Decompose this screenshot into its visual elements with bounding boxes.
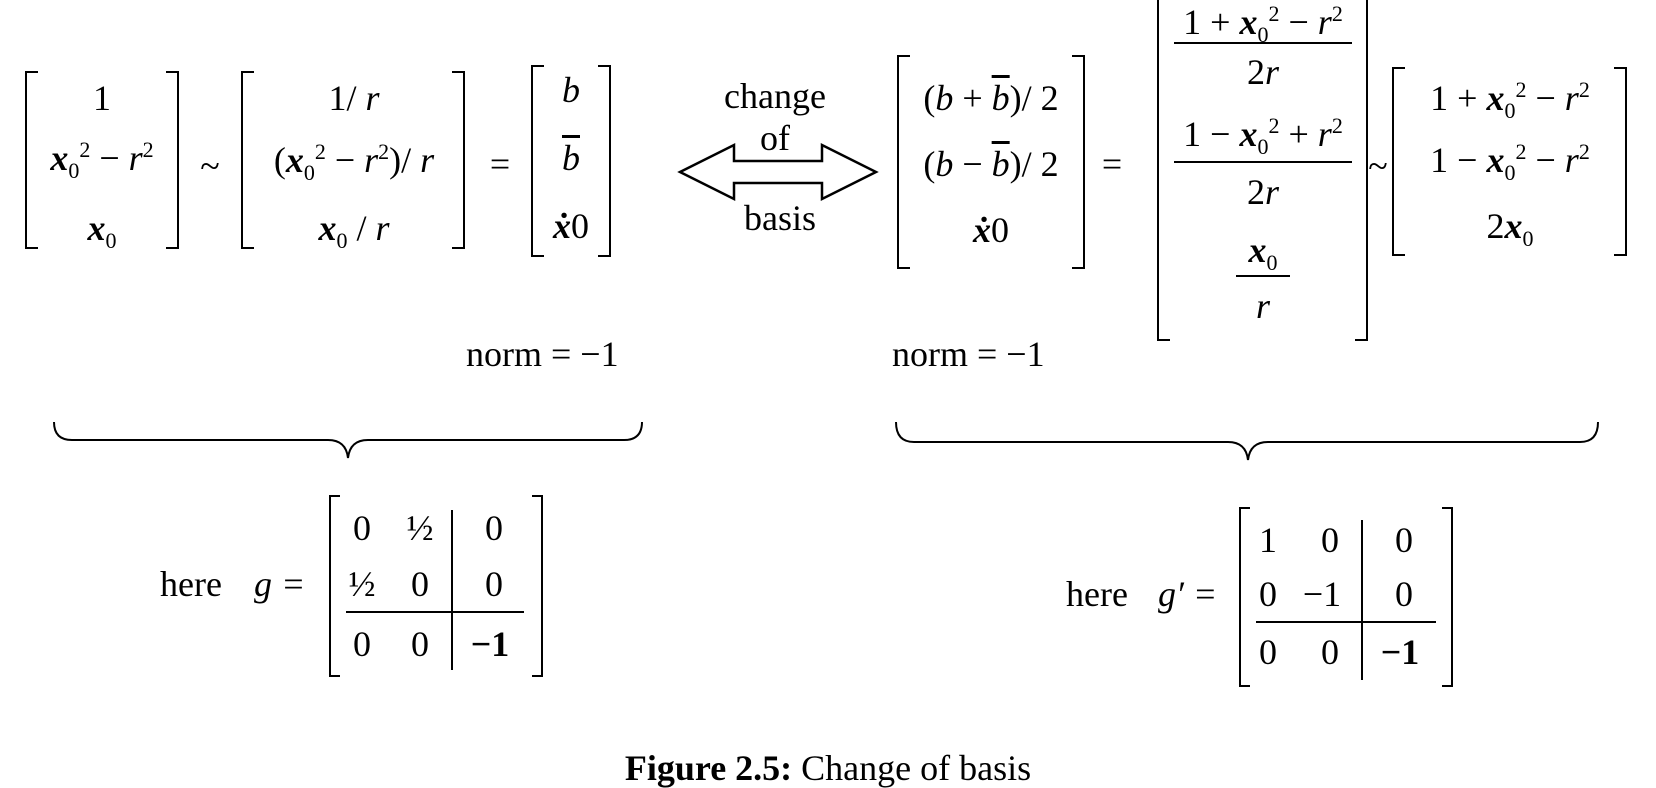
vector-entry: 1/ r xyxy=(328,78,380,118)
bracket-left xyxy=(1158,0,1170,340)
fraction-denominator: 2r xyxy=(1246,52,1280,92)
vector-entry: $2x_0$ xyxy=(1486,206,1534,252)
bracket-left xyxy=(330,496,340,676)
vector-entry: $1 - x_0^2 - r^2$ xyxy=(1430,139,1590,186)
matrix-cell: 0 xyxy=(1259,632,1277,672)
bracket-right xyxy=(1442,508,1452,686)
bracket-left xyxy=(1393,68,1405,255)
caption-text: Change of basis xyxy=(801,748,1032,788)
vector-entry: $x_0$ / r xyxy=(318,208,390,254)
bracket-right xyxy=(452,72,464,248)
matrix-cell: 0 xyxy=(411,624,429,664)
equals-sign: = xyxy=(1101,144,1123,184)
bracket-left xyxy=(26,72,38,248)
vector-entry: $(b + \overline{b})/$ 2 xyxy=(923,78,1059,118)
metric-prefix: here xyxy=(160,564,222,604)
bracket-left xyxy=(898,56,910,268)
matrix-cell: 0 xyxy=(485,508,503,548)
bracket-left xyxy=(532,66,544,256)
tilde: ~ xyxy=(200,146,220,186)
vector-entry: $\overline{b}$ xyxy=(562,138,580,178)
matrix-cell: 0 xyxy=(411,564,429,604)
bracket-right xyxy=(598,66,610,256)
vector-entry: $(x_0^2 - r^2)/$ r xyxy=(273,139,435,186)
figure-caption xyxy=(625,750,1031,786)
equals-sign: = xyxy=(489,144,511,184)
arrow-label-of: of xyxy=(760,118,790,158)
vector-entry: $x_0$ xyxy=(87,208,117,254)
matrix-cell: 0 xyxy=(1321,520,1339,560)
vector-entry: $(b - \overline{b})/$ 2 xyxy=(923,144,1059,184)
matrix-cell: 0 xyxy=(353,624,371,664)
tilde: ~ xyxy=(1368,146,1388,186)
vector-entry: $1 + x_0^2 - r^2$ xyxy=(1430,77,1590,124)
matrix-cell: 0 xyxy=(353,508,371,548)
matrix-cell: 0 xyxy=(485,564,503,604)
norm-label-left: norm = −1 xyxy=(466,334,619,374)
matrix-cell: 0 xyxy=(1321,632,1339,672)
matrix-cell: 0 xyxy=(1259,574,1277,614)
matrix-cell: ½ xyxy=(406,508,434,548)
brace-right xyxy=(896,422,1598,460)
bracket-left xyxy=(1240,508,1250,686)
fraction-denominator: r xyxy=(1255,286,1271,326)
vector-entry: ẋ0 xyxy=(973,210,1009,250)
vector-entry: b xyxy=(562,70,580,110)
caption-label: Figure 2.5: xyxy=(624,748,793,788)
matrix-cell: 0 xyxy=(1395,574,1413,614)
bracket-right xyxy=(1072,56,1084,268)
arrow-label-change: change xyxy=(724,76,826,116)
matrix-cell: −1 xyxy=(470,624,510,664)
matrix-cell: ½ xyxy=(348,564,376,604)
matrix-cell: −1 xyxy=(1302,574,1342,614)
matrix-cell: 1 xyxy=(1259,520,1277,560)
bracket-right xyxy=(532,496,542,676)
norm-label-right: norm = −1 xyxy=(892,334,1045,374)
metric-symbol: g = xyxy=(254,564,306,604)
metric-prefix: here xyxy=(1066,574,1128,614)
fraction-numerator: $1 + x_0^2 - r^2$ xyxy=(1183,1,1343,48)
matrix-cell: −1 xyxy=(1380,632,1420,672)
vector-entry: ẋ0 xyxy=(553,206,589,246)
bracket-left xyxy=(242,72,254,248)
fraction-numerator: $1 - x_0^2 + r^2$ xyxy=(1183,113,1343,160)
fraction-denominator: 2r xyxy=(1246,172,1280,212)
arrow-label-basis: basis xyxy=(744,198,816,238)
bracket-right xyxy=(1614,68,1626,255)
vector-entry: 1 xyxy=(93,78,111,118)
vector-entry: $x_0^2 - r^2$ xyxy=(50,137,154,184)
metric-symbol: g′ = xyxy=(1158,574,1218,614)
matrix-cell: 0 xyxy=(1395,520,1413,560)
fraction-numerator: $x_0$ xyxy=(1248,230,1278,276)
brace-left xyxy=(54,422,642,458)
bracket-right xyxy=(166,72,178,248)
bracket-right xyxy=(1355,0,1367,340)
